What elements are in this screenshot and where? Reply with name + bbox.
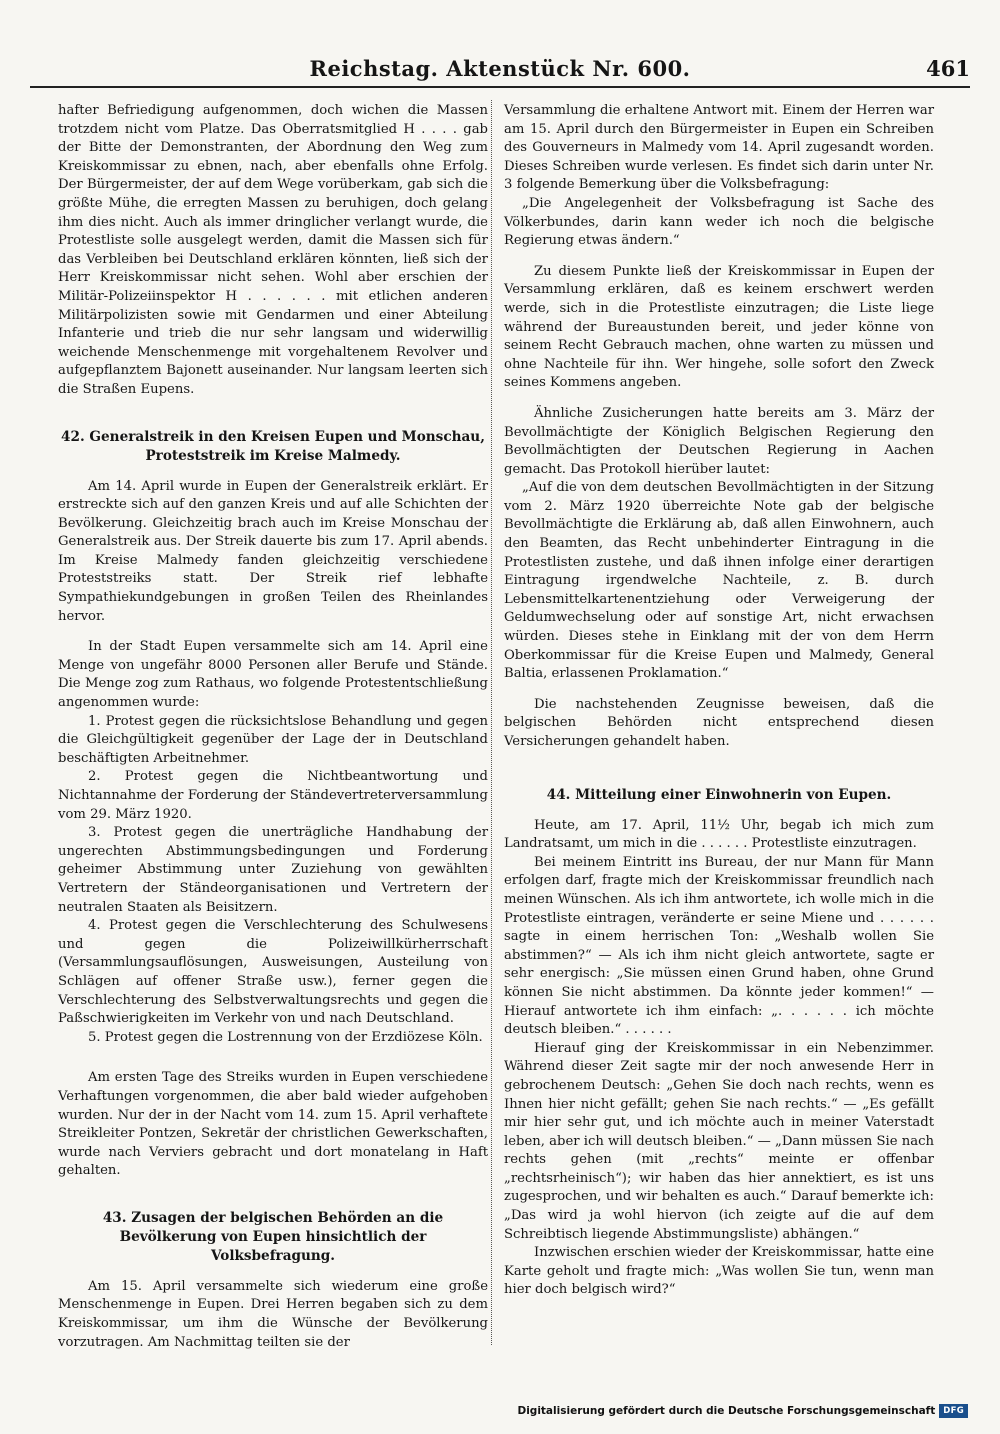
running-title: Reichstag. Aktenstück Nr. 600. xyxy=(309,56,691,81)
page-number: 461 xyxy=(926,56,970,81)
quote-protokoll: „Auf die von dem deutschen Bevollmächtigten in der Sitzung vom 2. März 1920 überreichte Note gab der belgische Bevollmächtigte die Erklärung ab, daß allen Einwohnern, auch den Beamten, das Recht unbehinderter Eintragung in die Protestlisten zustehe, und daß ihnen infolge einer derartigen Eintragung irgendwelche Nachteile, z. B. durch Lebensmittelkartenentziehung oder Verweigerung der Geldumwechselung oder auf sonstige Art, nicht erwachsen würden. Dieses stehe in Einklang mit der von dem Herrn Oberkommissar für die Kreise Eupen und Malmedy, General Baltia, erlassenen Proklamation.“ xyxy=(504,480,934,682)
section-43-heading: 43. Zusagen der belgischen Behörden an die Bevölkerung von Eupen hinsichtlich der Volksbefragung. xyxy=(102,1209,444,1264)
section-42-heading: 42. Generalstreik in den Kreisen Eupen und Monschau, Proteststreik im Kreise Malmedy. xyxy=(61,428,485,464)
protest-item-2: 2. Protest gegen die Nichtbeantwortung und Nichtannahme der Forderung der Ständevertreterversammlung vom 29. März 1920. xyxy=(58,769,488,822)
protest-item-4: 4. Protest gegen die Verschlechterung des Schulwesens und gegen die Polizeiwillkürherrschaft (Versammlungsauflösungen, Ausweisungen, Austeilung von Schlägen auf offener Straße usw.), ferner gegen die Verschlechterung des Selbstverwaltungsrechts und gegen die Paßschwierigkeiten im Verkehr von und nach Deutschland. xyxy=(58,918,488,1027)
right-paragraph-4: Die nachstehenden Zeugnisse beweisen, daß die belgischen Behörden nicht entsprechend diesen Versicherungen gehandelt haben. xyxy=(504,696,934,749)
section-42-paragraph-1: Am 14. April wurde in Eupen der Generalstreik erklärt. Er erstreckte sich auf den ganzen Kreis und auf alle Schichten der Bevölkerung. Gleichzeitig brach auch im Kreise Monschau der Generalstreik aus. Der Streik dauerte bis zum 17. April abends. Im Kreise Malmedy fanden gleichzeitig verschiedene Proteststreiks statt. Der Streik rief lebhafte Sympathiekundgebungen in großen Teilen des Rheinlandes hervor. xyxy=(58,478,488,624)
right-column xyxy=(504,102,934,1300)
protest-list xyxy=(58,713,488,1048)
quote-volksbefragung: „Die Angelegenheit der Volksbefragung ist Sache des Völkerbundes, darin kann weder ich noch die belgische Regierung etwas ändern.“ xyxy=(504,195,934,249)
section-44-paragraph-2: Bei meinem Eintritt ins Bureau, der nur Mann für Mann erfolgen darf, fragte mich der Kreiskommissar freundlich nach meinen Wünschen. Als ich ihm antwortete, ich wolle mich in die Protestliste eintragen, veränderte er seine Miene und . . . . . . sagte in einem herrischen Ton: „Weshalb wollen Sie abstimmen?“ — Als ich ihm nicht gleich antwortete, sagte er sehr energisch: „Sie müssen einen Grund haben, ohne Grund können Sie nicht abstimmen. Da könnte jeder kommen!“ — Hierauf antwortete ich ihm einfach: „. . . . . . ich möchte deutsch bleiben.“ . . . . . . xyxy=(504,854,934,1038)
column-divider xyxy=(491,100,492,1345)
right-paragraph-3: Ähnliche Zusicherungen hatte bereits am 3. März der Bevollmächtigte der Königlich Belgischen Regierung den Bevollmächtigten der Deutschen Regierung in Aachen gemacht. Das Protokoll hierüber lautet: xyxy=(504,405,934,477)
section-44-paragraph-1: Heute, am 17. April, 11½ Uhr, begab ich mich zum Landratsamt, um mich in die . . . . . . Protestliste einzutragen. xyxy=(504,817,934,852)
protest-item-1: 1. Protest gegen die rücksichtslose Behandlung und gegen die Gleichgültigkeit gegenüber der Lage der in Deutschland beschäftigten Arbeitnehmer. xyxy=(58,713,488,766)
section-44-heading: 44. Mitteilung einer Einwohnerin von Eupen. xyxy=(546,786,892,803)
section-42-paragraph-3: Am ersten Tage des Streiks wurden in Eupen verschiedene Verhaftungen vorgenommen, die aber bald wieder aufgehoben wurden. Nur der in der Nacht vom 14. zum 15. April verhaftete Streikleiter Pontzen, Sekretär der christlichen Gewerkschaften, wurde nach Verviers gebracht und dort monatelang in Haft gehalten. xyxy=(58,1070,488,1179)
section-44-paragraph-3: Hierauf ging der Kreiskommissar in ein Nebenzimmer. Während dieser Zeit sagte mir der noch anwesende Herr in gebrochenem Deutsch: „Gehen Sie doch nach rechts, wenn es Ihnen hier nicht gefällt; gehen Sie nach rechts.“ — „Es gefällt mir hier sehr gut, und ich möchte auch in meiner Vaterstadt leben, aber ich will deutsch bleiben.“ — „Dann müssen Sie nach rechts gehen (mit „rechts“ meinte er offenbar „rechtsrheinisch“); wir haben das hier annektiert, es ist uns zugesprochen, und wir behalten es auch.“ Darauf bemerkte ich: „Das wird ja wohl hiervon (ich zeigte auf die auf dem Schreibtisch liegende Abstimmungsliste) abhängen.“ xyxy=(504,1040,934,1242)
credit-text: Digitalisierung gefördert durch die Deutsche Forschungsgemeinschaft xyxy=(517,1405,936,1417)
left-column xyxy=(58,102,488,1352)
dfg-logo: DFG xyxy=(939,1404,968,1418)
intro-paragraph: hafter Befriedigung aufgenommen, doch wichen die Massen trotzdem nicht vom Platze. Das Oberratsmitglied H . . . . gab der Bitte der Demonstranten, der Abordnung den Weg zum Kreiskommissar zu ebnen, nach, aber ebenfalls ohne Erfolg. Der Bürgermeister, der auf dem Wege vorüberkam, gab sich die größte Mühe, die erregten Massen zu beruhigen, doch gelang ihm dies nicht. Auch als immer dringlicher verlangt wurde, die Protestliste solle ausgelegt werden, damit die Massen sich für das Verbleiben bei Deutschland erklären könnten, ließ sich der Herr Kreiskommissar nicht sehen. Wohl aber erschien der Militär-Polizeiinspektor H . . . . . . mit etlichen anderen Militärpolizisten sowie mit Gendarmen und einer Abteilung Infanterie und trieb die nur sehr langsam und widerwillig weichende Menschenmenge mit vorgehaltenem Revolver und aufgepflanztem Bajonett auseinander. Nur langsam leerten sich die Straßen Eupens. xyxy=(58,103,488,397)
page-header xyxy=(30,50,970,88)
section-42-paragraph-2: In der Stadt Eupen versammelte sich am 14. April eine Menge von ungefähr 8000 Personen aller Berufe und Stände. Die Menge zog zum Rathaus, wo folgende Protestentschließung angenommen wurde: xyxy=(58,639,488,711)
section-44-paragraph-4: Inzwischen erschien wieder der Kreiskommissar, hatte eine Karte geholt und fragte mich: „Was wollen Sie tun, wenn man hier doch belgisch wird?“ xyxy=(504,1245,934,1298)
protest-item-3: 3. Protest gegen die unerträgliche Handhabung der ungerechten Abstimmungsbedingungen und Forderung geheimer Abstimmung unter Zuziehung von gewählten Vertretern der Ständeorganisationen und Vertretern der neutralen Staaten als Beisitzern. xyxy=(58,825,488,915)
right-paragraph-1: Versammlung die erhaltene Antwort mit. Einem der Herren war am 15. April durch den Bürgermeister in Eupen ein Schreiben des Gouverneurs in Malmedy vom 14. April zugesandt worden. Dieses Schreiben wurde verlesen. Es findet sich darin unter Nr. 3 folgende Bemerkung über die Volksbefragung: xyxy=(504,103,934,193)
protest-item-5: 5. Protest gegen die Lostrennung von der Erzdiözese Köln. xyxy=(88,1029,483,1045)
right-paragraph-2: Zu diesem Punkte ließ der Kreiskommissar in Eupen der Versammlung erklären, daß es keinem erschwert werden werde, sich in die Protestliste einzutragen; die Liste liege während der Bureaustunden bereit, und jeder könne von seinem Recht Gebrauch machen, ohne warten zu müssen und ohne Nachteile für ihn. Wer hingehe, solle sofort den Zweck seines Kommens angeben. xyxy=(504,263,934,391)
digitization-credit xyxy=(517,1404,968,1418)
section-43-paragraph-1: Am 15. April versammelte sich wiederum eine große Menschenmenge in Eupen. Drei Herren begaben sich zu dem Kreiskommissar, um ihm die Wünsche der Bevölkerung vorzutragen. Am Nachmittag teilten sie der xyxy=(58,1278,488,1350)
